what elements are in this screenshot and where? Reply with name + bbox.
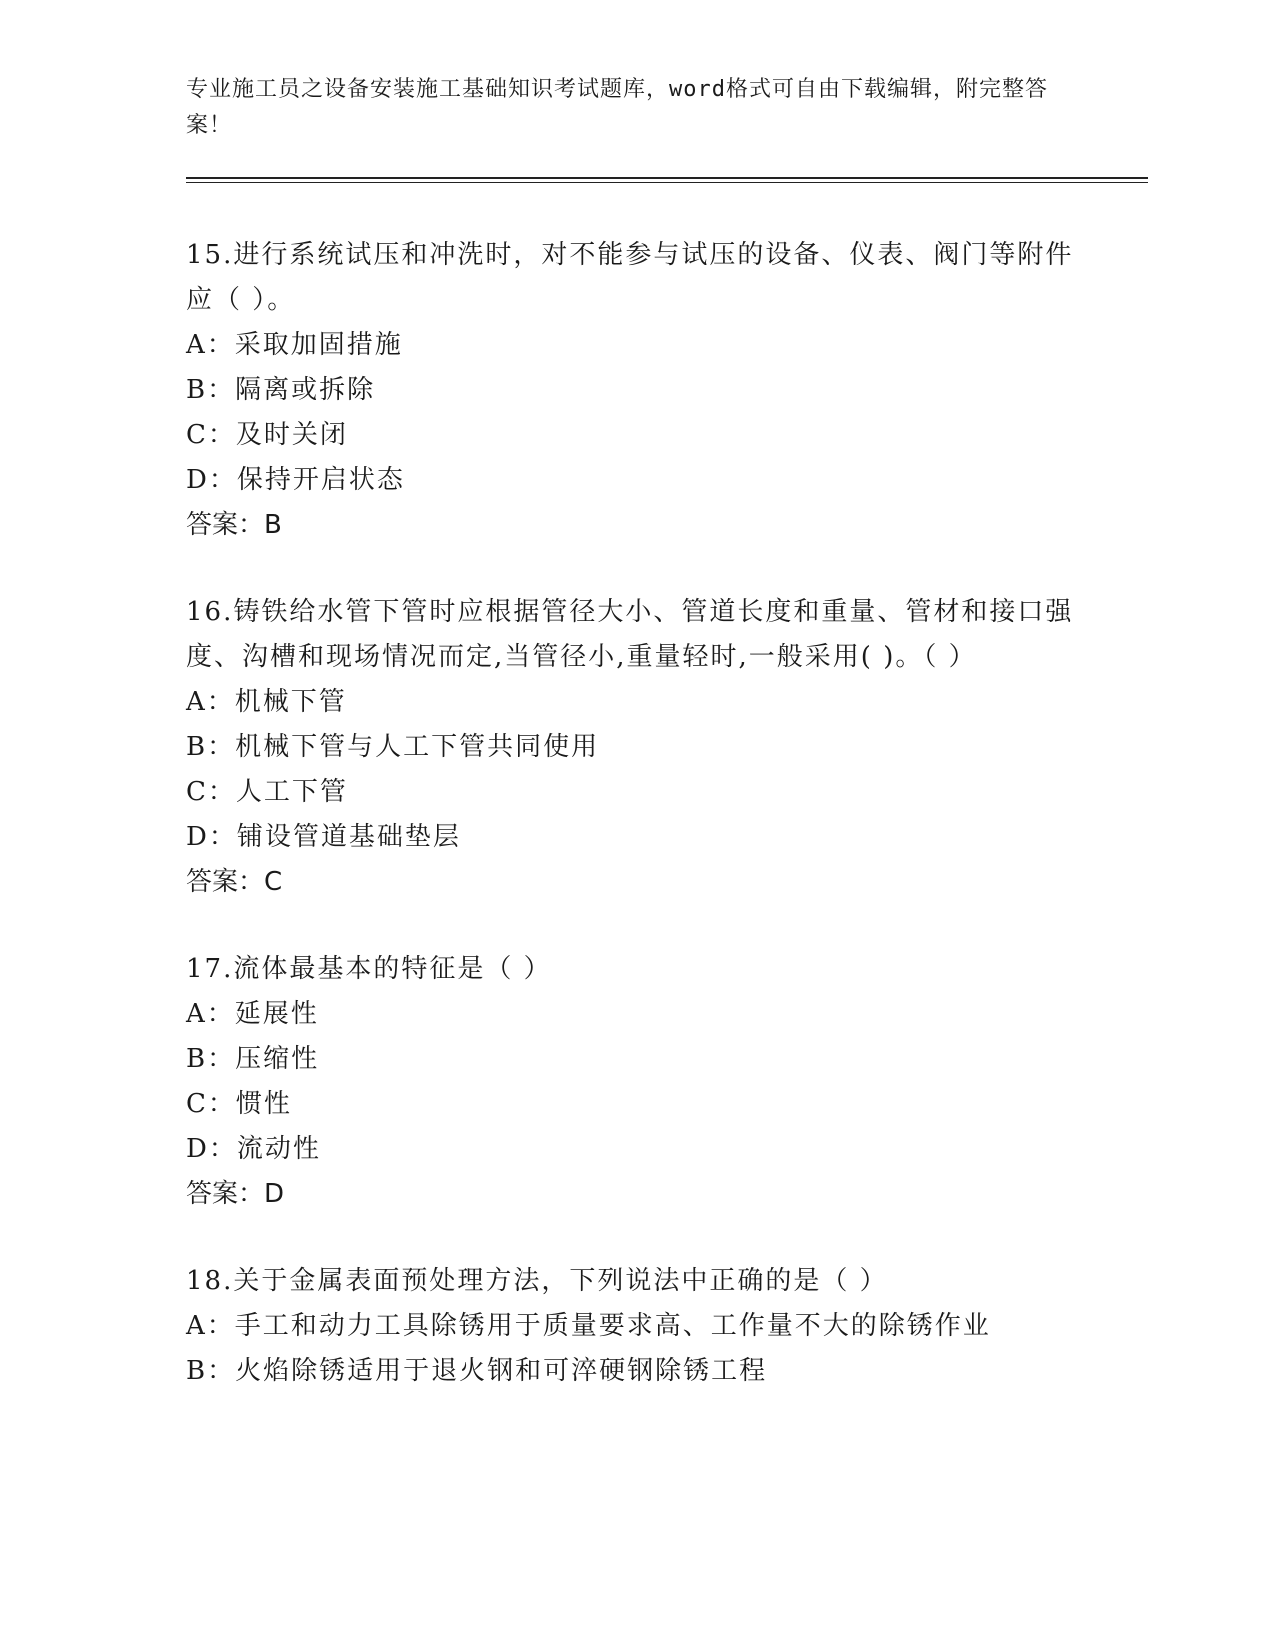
option-c: C：及时关闭 — [186, 420, 348, 450]
option-d: D：保持开启状态 — [186, 465, 405, 495]
question-text: 17.流体最基本的特征是（ ） — [186, 954, 552, 984]
answer: 答案：B — [186, 510, 282, 540]
option-c: C：惯性 — [186, 1089, 292, 1119]
question-text: 16.铸铁给水管下管时应根据管径大小、管道长度和重量、管材和接口强度、沟槽和现场情况而定,当管径小,重量轻时,一般采用( )。（ ） — [186, 597, 1074, 672]
question-15 — [186, 233, 1086, 548]
question-18 — [186, 1259, 1086, 1394]
answer: 答案：D — [186, 1179, 285, 1209]
header-divider-thin — [186, 182, 1148, 183]
header-note: 专业施工员之设备安装施工基础知识考试题库，word格式可自由下载编辑，附完整答案！ — [186, 77, 1048, 138]
option-b: B：机械下管与人工下管共同使用 — [186, 732, 600, 762]
option-b: B：火焰除锈适用于退火钢和可淬硬钢除锈工程 — [186, 1356, 768, 1386]
question-text: 18.关于金属表面预处理方法，下列说法中正确的是（ ） — [186, 1266, 888, 1296]
option-b: B：隔离或拆除 — [186, 375, 376, 405]
answer: 答案：C — [186, 867, 283, 897]
option-a: A：采取加固措施 — [186, 330, 403, 360]
option-a: A：延展性 — [186, 999, 319, 1029]
option-b: B：压缩性 — [186, 1044, 320, 1074]
option-d: D：铺设管道基础垫层 — [186, 822, 461, 852]
option-a: A：机械下管 — [186, 687, 347, 717]
question-text: 15.进行系统试压和冲洗时，对不能参与试压的设备、仪表、阀门等附件应（ ）。 — [186, 240, 1074, 315]
question-17 — [186, 947, 1086, 1217]
question-16 — [186, 590, 1086, 905]
question-list — [186, 233, 1086, 1436]
header-divider-thick — [186, 177, 1148, 179]
option-c: C：人工下管 — [186, 777, 348, 807]
option-a: A：手工和动力工具除锈用于质量要求高、工作量不大的除锈作业 — [186, 1311, 991, 1341]
option-d: D：流动性 — [186, 1134, 321, 1164]
